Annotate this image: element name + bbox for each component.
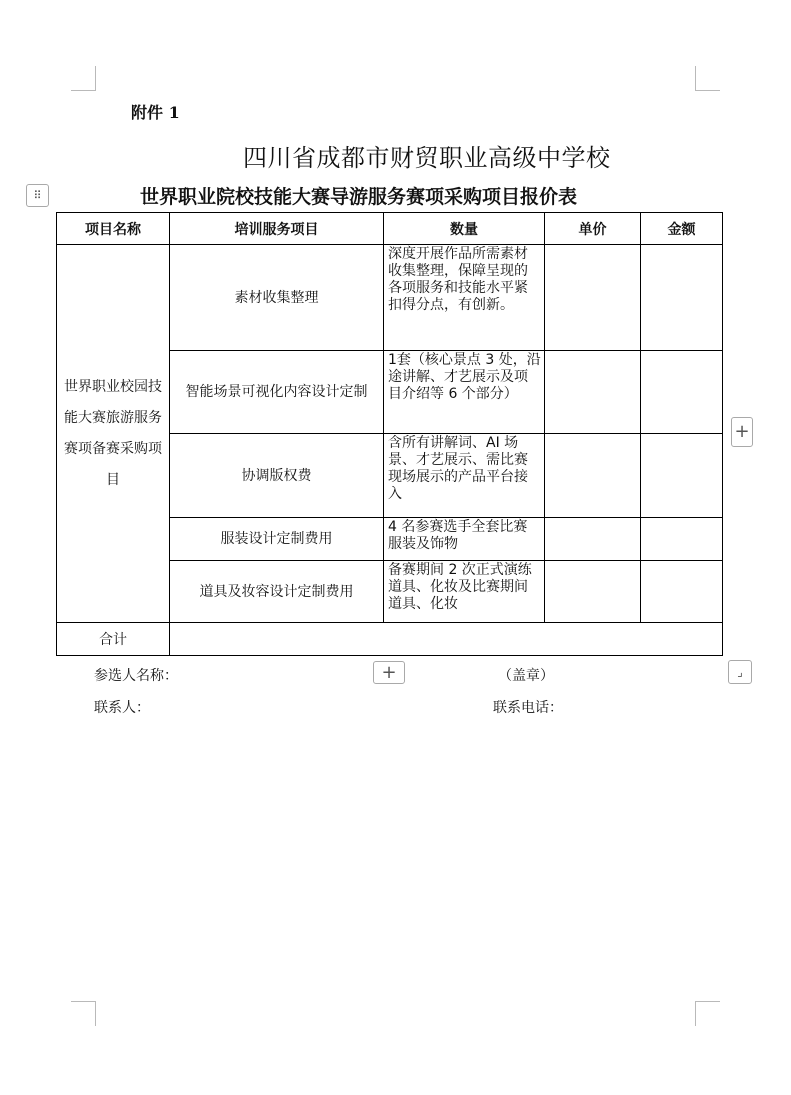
amount-cell[interactable]: [641, 245, 723, 351]
unit-price-cell[interactable]: [545, 434, 641, 518]
page-corner-top-right: [695, 66, 720, 91]
add-column-icon[interactable]: +: [731, 417, 753, 447]
header-project-name: 项目名称: [57, 213, 170, 245]
header-row: [57, 213, 723, 245]
page-corner-bottom-left: [71, 1001, 96, 1026]
amount-cell[interactable]: [641, 351, 723, 434]
total-value-cell[interactable]: [170, 623, 723, 656]
table-row: [57, 245, 723, 351]
add-row-icon[interactable]: +: [373, 661, 405, 684]
contact-phone-label: 联系电话：: [493, 700, 563, 716]
service-cell[interactable]: 服装设计定制费用: [170, 518, 384, 561]
service-cell[interactable]: 智能场景可视化内容设计定制: [170, 351, 384, 434]
quantity-cell[interactable]: 备赛期间 2 次正式演练道具、化妆及比赛期间道具、化妆: [384, 561, 545, 623]
table-move-handle-icon[interactable]: ⠿: [26, 184, 49, 207]
header-amount: 金额: [641, 213, 723, 245]
quote-table: [56, 212, 723, 656]
bidder-name-label: 参选人名称：: [94, 668, 178, 684]
amount-cell[interactable]: [641, 518, 723, 561]
header-quantity: 数量: [384, 213, 545, 245]
project-name-cell[interactable]: 世界职业校园技能大赛旅游服务赛项备赛采购项目: [57, 245, 170, 623]
unit-price-cell[interactable]: [545, 518, 641, 561]
header-service: 培训服务项目: [170, 213, 384, 245]
quantity-cell[interactable]: 含所有讲解词、AI 场景、才艺展示、需比赛现场展示的产品平台接入: [384, 434, 545, 518]
attachment-label: 附件 1: [131, 103, 180, 122]
quantity-cell[interactable]: 深度开展作品所需素材收集整理，保障呈现的各项服务和技能水平紧扣得分点，有创新。: [384, 245, 545, 351]
service-cell[interactable]: 协调版权费: [170, 434, 384, 518]
table-resize-icon[interactable]: ⌟: [728, 660, 752, 684]
total-label-cell[interactable]: 合计: [57, 623, 170, 656]
service-cell[interactable]: 素材收集整理: [170, 245, 384, 351]
amount-cell[interactable]: [641, 561, 723, 623]
unit-price-cell[interactable]: [545, 561, 641, 623]
seal-label: （盖章）: [498, 668, 554, 684]
quantity-cell[interactable]: 4 名参赛选手全套比赛服装及饰物: [384, 518, 545, 561]
document-title: 四川省成都市财贸职业高级中学校: [243, 144, 611, 172]
amount-cell[interactable]: [641, 434, 723, 518]
unit-price-cell[interactable]: [545, 245, 641, 351]
service-cell[interactable]: 道具及妆容设计定制费用: [170, 561, 384, 623]
unit-price-cell[interactable]: [545, 351, 641, 434]
table-subtitle: 世界职业院校技能大赛导游服务赛项采购项目报价表: [140, 186, 578, 208]
quantity-cell[interactable]: 1套（核心景点 3 处，沿途讲解、才艺展示及项目介绍等 6 个部分）: [384, 351, 545, 434]
total-row: [57, 623, 723, 656]
contact-person-label: 联系人：: [94, 700, 150, 716]
header-unit-price: 单价: [545, 213, 641, 245]
page-corner-bottom-right: [695, 1001, 720, 1026]
page-corner-top-left: [71, 66, 96, 91]
